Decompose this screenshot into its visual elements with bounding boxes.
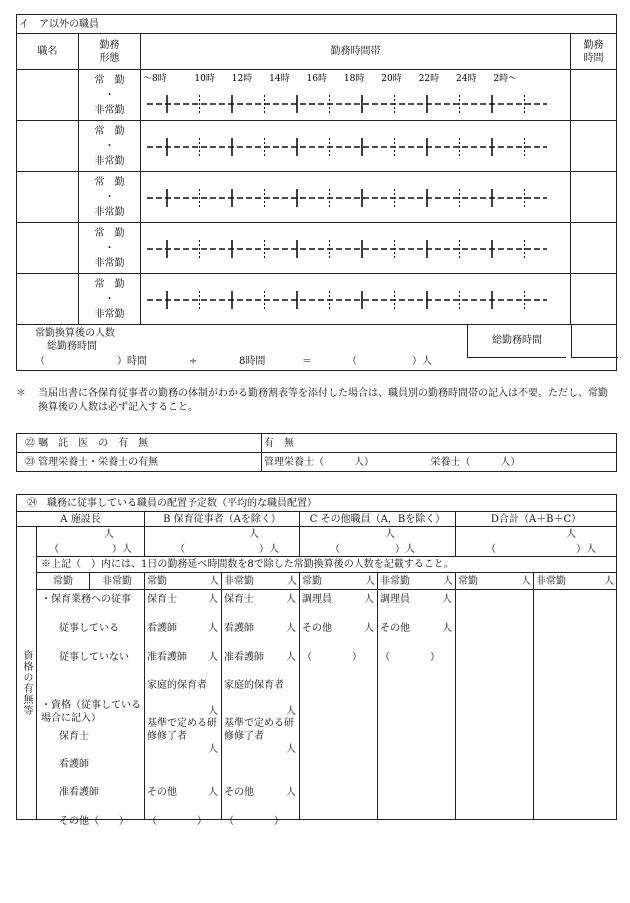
job-title-cell[interactable]: [17, 223, 79, 274]
c-full-header: [300, 573, 378, 590]
work-form-dot: ・: [104, 293, 115, 305]
note-mark: ＊: [16, 388, 26, 399]
job-title-cell[interactable]: [17, 172, 79, 223]
nutritionist-value[interactable]: [262, 453, 617, 472]
a-item-no[interactable]: 従事していない: [59, 652, 129, 663]
time-band-cell[interactable]: [141, 70, 571, 121]
c-paren-close: ）人: [395, 544, 415, 555]
b-part-detail[interactable]: [222, 590, 300, 827]
work-form-cell[interactable]: [79, 172, 141, 223]
fte-person-open: （: [347, 356, 357, 367]
hour-label: 16時: [306, 74, 327, 84]
hour-label: ～8時: [143, 74, 167, 84]
fte-label-1: 常勤換算後の人数: [35, 328, 115, 339]
a-item-other[interactable]: その他（ ）: [59, 816, 129, 827]
hour-label: 22時: [418, 74, 440, 84]
b-item[interactable]: 家庭的保育者: [224, 680, 284, 691]
c-item-unit: 人: [364, 623, 374, 634]
timeline-bar: [141, 223, 571, 273]
header-job-title: 職名: [17, 34, 79, 70]
section-title: イ ア以外の職員: [17, 15, 617, 34]
time-band-cell[interactable]: [141, 172, 571, 223]
a-item-assoc-nurse[interactable]: 准看護師: [59, 787, 99, 798]
d-full-label: 常勤: [458, 575, 478, 587]
nutritionist-count: 栄養士（ 人）: [430, 456, 521, 468]
d-count[interactable]: [456, 527, 617, 557]
fte-div: ÷: [189, 356, 198, 367]
staffing-table: [16, 494, 617, 827]
b-item[interactable]: 准看護師: [224, 652, 264, 663]
hours-cell[interactable]: [571, 274, 617, 325]
b-item-unit: 人: [286, 706, 296, 717]
b-item-unit: 人: [208, 787, 218, 798]
b-item[interactable]: 基準で定める研修修了者: [224, 718, 294, 742]
c-other-paren[interactable]: （ ）: [302, 652, 362, 663]
b-item-unit: 人: [208, 594, 218, 605]
b-part-label: 非常勤: [224, 575, 254, 587]
schedule-row: [17, 274, 617, 325]
b-item-unit: 人: [208, 744, 218, 755]
b-item-unit: 人: [208, 623, 218, 634]
c-item[interactable]: その他: [302, 623, 332, 634]
header-hours: 勤務 時間: [571, 34, 617, 70]
b-item[interactable]: その他: [147, 787, 177, 798]
col-a-header: A 施設長: [17, 512, 145, 527]
b-part-header: [222, 573, 300, 590]
b-item[interactable]: 保育士: [224, 594, 254, 605]
work-form-full: 常 勤: [94, 125, 125, 137]
work-form-full: 常 勤: [94, 74, 125, 86]
schedule-row: [17, 70, 617, 121]
hour-label: 24時: [456, 74, 477, 84]
c-item[interactable]: その他: [380, 623, 410, 634]
fte-instruction: ※上記（ ）内には、1日の勤務延べ時間数を8で除した常勤換算後の人数を記載すること。: [37, 557, 617, 573]
work-form-cell[interactable]: [79, 121, 141, 172]
c-item-unit: 人: [442, 623, 452, 634]
c-item-unit: 人: [442, 594, 452, 605]
staffing-title: ㉔ 職務に従事している職員の配置予定数（平均的な職員配置）: [17, 495, 617, 512]
consult-doctor-value[interactable]: 有 無: [262, 434, 617, 453]
work-form-full: 常 勤: [94, 227, 125, 239]
b-part-unit: 人: [287, 575, 297, 587]
c-paren: （: [330, 544, 340, 555]
work-form-dot: ・: [104, 140, 115, 152]
time-band-cell[interactable]: [141, 274, 571, 325]
timeline-bar: [141, 172, 571, 222]
col-b-header: B 保育従事者（Aを除く）: [145, 512, 300, 527]
a-nin: 人: [104, 529, 114, 540]
d-part-detail[interactable]: [534, 590, 617, 820]
d-paren-close: ）人: [576, 544, 597, 555]
b-full-label: 常勤: [147, 575, 167, 587]
a-detail[interactable]: [37, 590, 145, 827]
c-item[interactable]: 調理員: [302, 594, 332, 605]
b-item[interactable]: 看護師: [147, 623, 177, 634]
work-form-dot: ・: [104, 89, 115, 101]
hours-cell[interactable]: [571, 223, 617, 274]
d-part-label: 非常勤: [536, 575, 566, 587]
fte-paren-open: （: [35, 356, 45, 367]
work-form-full: 常 勤: [94, 278, 125, 290]
c-part-label: 非常勤: [380, 575, 410, 587]
hour-label: 10時: [194, 74, 215, 84]
a-item-nurse[interactable]: 看護師: [59, 759, 89, 770]
a-full-header: 常勤: [37, 573, 90, 590]
c-item-unit: 人: [364, 594, 374, 605]
doctor-nutritionist-table: [16, 433, 617, 472]
d-nin: 人: [566, 529, 577, 540]
schedule-note: [16, 387, 616, 415]
consult-doctor-label: ㉒ 嘱 託 医 の 有 無: [17, 434, 262, 453]
b-other-paren[interactable]: （ ）: [147, 816, 207, 827]
hour-label: 14時: [269, 74, 290, 84]
c-full-detail[interactable]: [300, 590, 378, 820]
fte-8h: 8時間: [239, 356, 266, 367]
a-part-header: 非常勤: [90, 573, 145, 590]
c-other-paren[interactable]: （ ）: [380, 652, 440, 663]
work-form-dot: ・: [104, 242, 115, 254]
d-part-unit: 人: [604, 575, 615, 587]
work-form-part: 非常勤: [94, 104, 125, 116]
c-part-detail[interactable]: [378, 590, 456, 820]
b-item[interactable]: その他: [224, 787, 254, 798]
schedule-row: [17, 172, 617, 223]
nutritionist-label: ㉓ 管理栄養士・栄養士の有無: [17, 453, 262, 472]
hour-label: 2時～: [493, 74, 518, 84]
b-full-detail[interactable]: [145, 590, 222, 827]
b-item-unit: 人: [286, 652, 296, 663]
hour-label: 18時: [343, 74, 365, 84]
a-count[interactable]: [37, 527, 145, 557]
work-form-part: 非常勤: [94, 206, 125, 218]
b-item[interactable]: 基準で定める研修修了者: [147, 718, 217, 742]
job-title-cell[interactable]: [17, 274, 79, 325]
col-d-header: D合計（A＋B＋C）: [456, 512, 617, 527]
work-form-part: 非常勤: [94, 155, 125, 167]
b-item-unit: 人: [286, 594, 296, 605]
a-item-hoikushi[interactable]: 保育士: [59, 731, 89, 742]
qualification-side-label: 資格の有無等: [21, 650, 32, 716]
b-paren: （: [175, 544, 185, 555]
timeline-bar: [141, 121, 571, 171]
b-full-header: [145, 573, 222, 590]
b-item-unit: 人: [208, 706, 218, 717]
work-form-part: 非常勤: [94, 257, 125, 269]
total-hours-value[interactable]: [571, 325, 617, 371]
col-c-header: C その他職員（A，Bを除く）: [300, 512, 456, 527]
c-item[interactable]: 調理員: [380, 594, 410, 605]
c-nin: 人: [385, 529, 395, 540]
b-item-unit: 人: [286, 623, 296, 634]
timeline-bar: [141, 274, 571, 324]
d-full-unit: 人: [521, 575, 531, 587]
a-paren: （: [49, 544, 59, 555]
b-item-unit: 人: [208, 652, 218, 663]
side-label-cell: [17, 527, 37, 820]
fte-cell: [17, 325, 571, 371]
b-item[interactable]: 看護師: [224, 623, 254, 634]
b-item[interactable]: 准看護師: [147, 652, 187, 663]
a-item-qual: ・資格（従事している場合に記入）: [41, 700, 141, 724]
c-count[interactable]: [300, 527, 456, 557]
c-part-unit: 人: [443, 575, 453, 587]
b-item-unit: 人: [286, 744, 296, 755]
c-part-header: [378, 573, 456, 590]
work-form-dot: ・: [104, 191, 115, 203]
job-title-cell[interactable]: [17, 121, 79, 172]
b-nin: 人: [249, 529, 259, 540]
work-form-cell[interactable]: [79, 274, 141, 325]
a-paren-close: ）人: [112, 544, 132, 555]
b-item[interactable]: 家庭的保育者: [147, 680, 207, 691]
hours-cell[interactable]: [571, 70, 617, 121]
header-time-band: 勤務時間帯: [141, 34, 571, 70]
c-full-label: 常勤: [302, 575, 322, 587]
work-form-cell[interactable]: [79, 223, 141, 274]
d-part-header: [534, 573, 617, 590]
dietitian-count: 管理栄養士（ 人）: [264, 456, 374, 468]
a-item-yes[interactable]: 従事している: [59, 623, 119, 634]
a-item-engaged: ・保育業務への従事: [41, 594, 131, 605]
staff-schedule-table: [16, 14, 617, 371]
b-item[interactable]: 保育士: [147, 594, 177, 605]
fte-person-close: ）人: [412, 356, 432, 367]
hours-cell[interactable]: [571, 172, 617, 223]
c-full-unit: 人: [365, 575, 375, 587]
hours-cell[interactable]: [571, 121, 617, 172]
d-full-detail[interactable]: [456, 590, 534, 820]
b-other-paren[interactable]: （ ）: [224, 816, 284, 827]
time-band-cell[interactable]: [141, 223, 571, 274]
time-band-cell[interactable]: [141, 121, 571, 172]
job-title-cell[interactable]: [17, 70, 79, 121]
fte-label-2: 総勤務時間: [47, 341, 97, 352]
timeline-bar: [141, 70, 571, 120]
b-paren-close: ）人: [259, 544, 279, 555]
hour-label: 20時: [381, 74, 402, 84]
header-work-form: 勤務 形態: [79, 34, 141, 70]
work-form-full: 常 勤: [94, 176, 125, 188]
schedule-row: [17, 223, 617, 274]
d-full-header: [456, 573, 534, 590]
b-count[interactable]: [145, 527, 300, 557]
work-form-cell[interactable]: [79, 70, 141, 121]
schedule-row: [17, 121, 617, 172]
total-hours-label: 総勤務時間: [467, 325, 566, 358]
d-paren: （: [486, 544, 496, 555]
hour-label: 12時: [231, 74, 253, 84]
b-full-unit: 人: [209, 575, 219, 587]
fte-eq: ＝: [302, 356, 312, 367]
fte-hours-close: ）時間: [117, 356, 147, 367]
note-text: 当届出書に各保育従事者の勤務の体制がわかる勤務割表等を添付した場合は、職員別の勤務時間帯の記入は不要。ただし、常勤換算後の人数は必ず記入すること。: [38, 388, 608, 413]
b-item-unit: 人: [286, 787, 296, 798]
work-form-part: 非常勤: [94, 308, 125, 320]
